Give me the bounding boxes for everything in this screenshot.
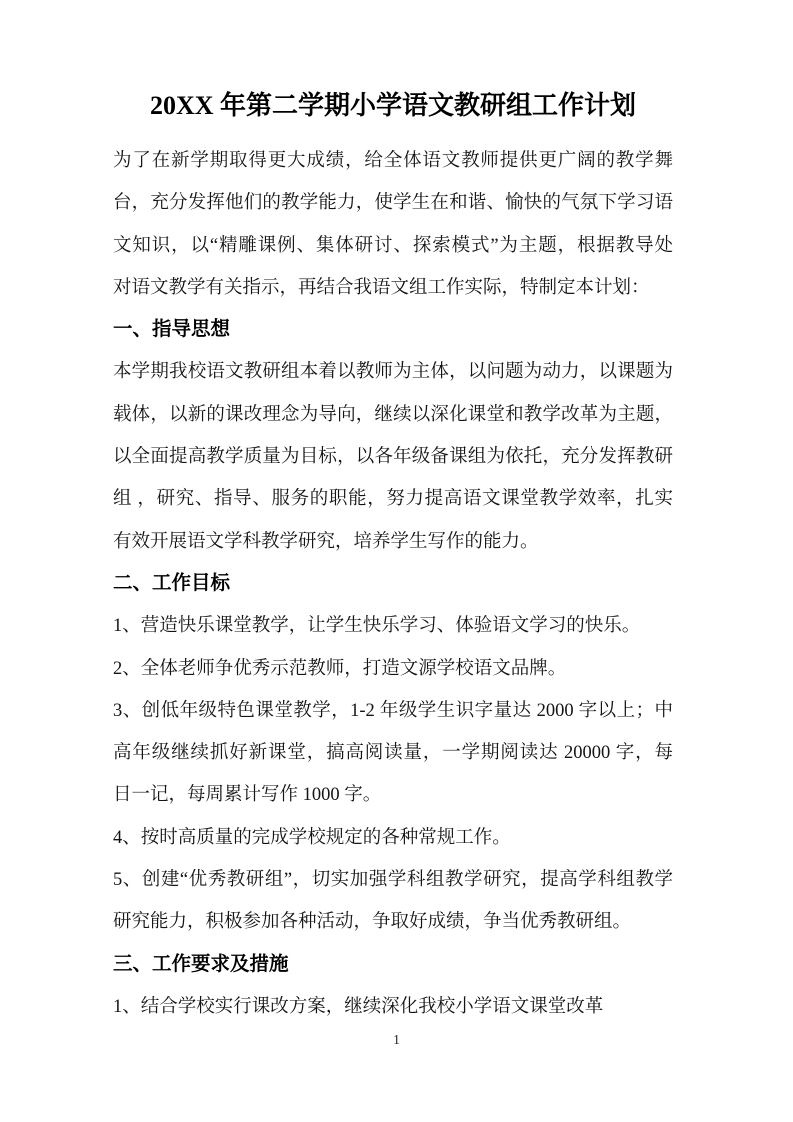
goal-item-4: 4、按时高质量的完成学校规定的各种常规工作。 — [113, 827, 511, 848]
goal-item-3-line: 日一记，每周累计写作 1000 字。 — [113, 785, 382, 806]
goal-item-2: 2、全体老师争优秀示范教师，打造文源学校语文品牌。 — [113, 658, 567, 679]
page-number: 1 — [393, 1032, 400, 1047]
goal-item-1: 1、营造快乐课堂教学，让学生快乐学习、体验语文学习的快乐。 — [113, 616, 641, 637]
intro-line: 对语文教学有关指示，再结合我语文组工作实际，特制定本计划： — [113, 277, 650, 298]
section1-line: 本学期我校语文教研组本着以教师为主体，以问题为动力，以课题为 — [113, 362, 673, 383]
section1-line: 以全面提高教学质量为目标，以各年级备课组为依托，充分发挥教研 — [113, 447, 673, 468]
heading-guiding-ideology: 一、指导思想 — [113, 319, 231, 341]
intro-line: 台，充分发挥他们的教学能力，使学生在和谐、愉快的气氛下学习语 — [113, 193, 673, 214]
goal-item-3-line: 高年级继续抓好新课堂，搞高阅读量，一学期阅读达 20000 字，每 — [113, 743, 673, 764]
heading-work-goals: 二、工作目标 — [113, 572, 231, 594]
document-content — [113, 84, 673, 1028]
document-title: 20XX 年第二学期小学语文教研组工作计划 — [149, 91, 637, 120]
section1-line: 组 ，研究、指导、服务的职能，努力提高语文课堂教学效率，扎实 — [113, 489, 673, 510]
measure-item-1: 1、结合学校实行课改方案，继续深化我校小学语文课堂改革 — [113, 996, 604, 1017]
goal-item-5-line: 5、创建“优秀教研组”，切实加强学科组教学研究，提高学科组教学 — [113, 870, 673, 891]
goal-item-3-line: 3、创低年级特色课堂教学，1-2 年级学生识字量达 2000 字以上；中 — [113, 700, 673, 721]
heading-requirements-measures: 三、工作要求及措施 — [113, 953, 289, 975]
intro-line: 文知识，以“精雕课例、集体研讨、探索模式”为主题，根据教导处 — [113, 235, 673, 256]
intro-line: 为了在新学期取得更大成绩，给全体语文教师提供更广阔的教学舞 — [113, 151, 673, 171]
section1-line: 有效开展语文学科教学研究，培养学生写作的能力。 — [113, 531, 539, 552]
goal-item-5-line: 研究能力，积极参加各种活动，争取好成绩，争当优秀教研组。 — [113, 912, 632, 933]
section1-line: 载体，以新的课改理念为导向，继续以深化课堂和教学改革为主题， — [113, 404, 673, 425]
